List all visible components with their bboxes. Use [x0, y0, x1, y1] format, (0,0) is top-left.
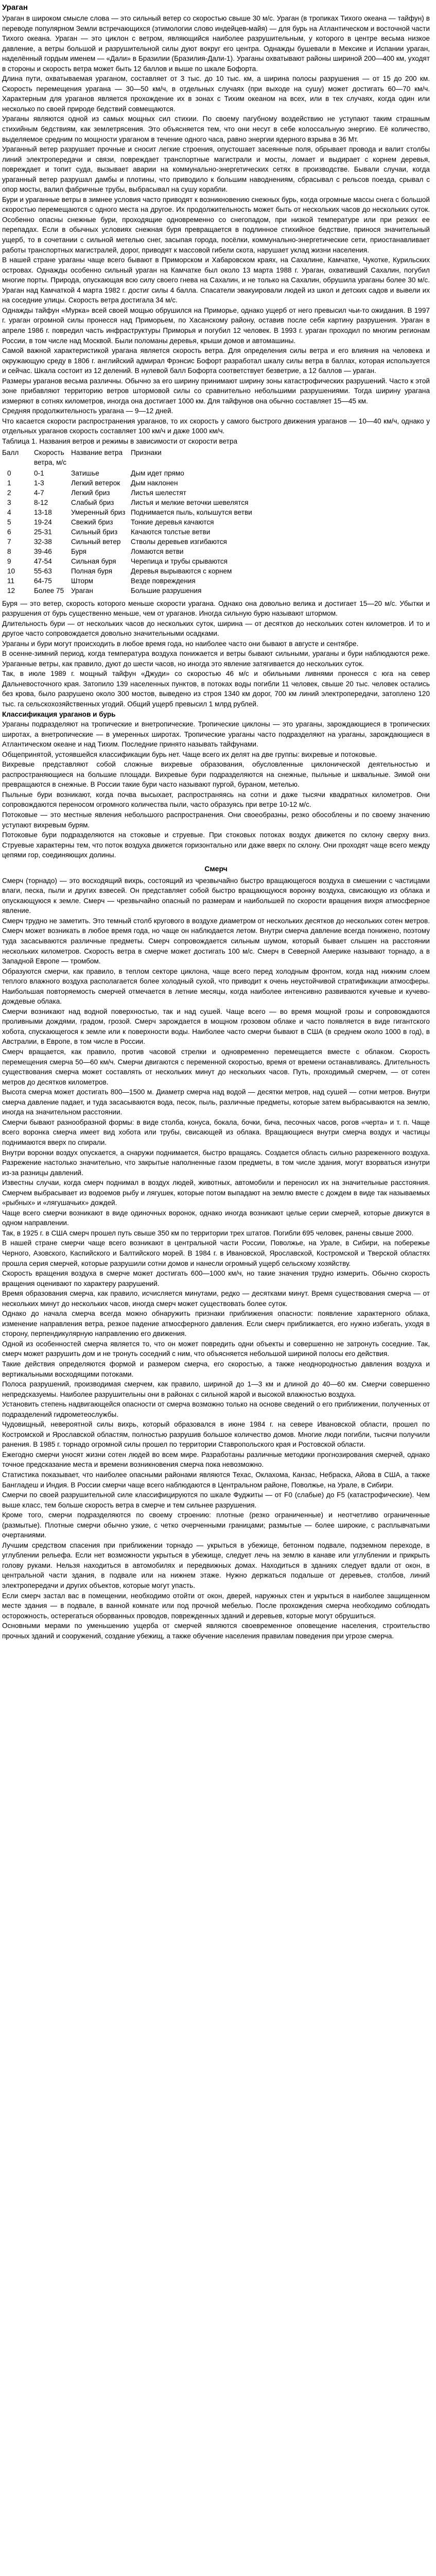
table-body	[2, 468, 304, 596]
column-header: Балл	[2, 448, 19, 456]
table-cell: 7	[7, 537, 11, 546]
paragraph: Известны случаи, когда смерч поднимал в воздух людей, животных, автомобили и переносил их на значительные расстояния. Смерчем выбрасывает из водоемов рыбу и лягушек, которые потом выпадают на землю вместе с дождем в виде так называемых «рыбных» и «лягушачьих» дождей.	[2, 1179, 430, 1207]
paragraph: В нашей стране смерчи чаще всего возникают в центральной части России, Поволжье, на Урале, в Сибири, на побережье Черного, Азовского, Каспийского и Балтийского морей. В 1984 г. в Ивановской, Ярославской, Костромской и Тверской областях прошла серия смерчей, которые разрушили сотни домов и нанесли огромный ущерб сельскому хозяйству.	[2, 1239, 430, 1267]
table-cell: 4-7	[34, 488, 44, 497]
paragraph: Полоса разрушений, производимая смерчем, как правило, шириной до 1—3 км и длиной до 40—60 км. Смерчи совершенно непредсказуемы. Наиболее разрушительны они в районах с сильной жарой и высокой влажностью воздуха.	[2, 1380, 430, 1398]
table-cell: Везде повреждения	[131, 577, 196, 585]
paragraph: Так, в 1925 г. в США смерч прошел путь свыше 350 км по территории трех штатов. Погибли 695 человек, ранены свыше 2000.	[2, 1229, 414, 1237]
paragraph: Средняя продолжительность урагана — 9—12 дней.	[2, 407, 173, 415]
paragraph: Длина пути, охватываемая ураганом, составляет от 3 тыс. до 10 тыс. км, а ширина полосы разрушения — от 15 до 200 км. Скорость перемещения урагана — 30—50 км/ч, в отдельных случаях (при выходе на сушу) может достигать 60—70 км/ч. Характерным для ураганов является прохождение их в зонах с Тихим океаном на всех, или в тех случаях, когда один или несколько по своей природе бедствий совмещаются.	[2, 75, 430, 113]
column-header: Название ветра	[71, 448, 123, 456]
table-row	[2, 566, 304, 576]
table-row	[2, 576, 304, 586]
table-cell: Ломаются ветви	[131, 547, 184, 555]
paragraph: Внутри воронки воздух опускается, а снаружи поднимается, быстро вращаясь. Создается область сильно разреженного воздуха. Разрежение настолько значительно, что закрытые наполненные газом предметы, в том числе здания, могут взорваться изнутри из-за разницы давлений.	[2, 1148, 430, 1177]
table-cell: Листья шелестят	[131, 488, 186, 497]
paragraph: Ежегодно смерчи уносят жизни сотен людей во всем мире. Разработаны различные методики прогнозирования смерчей, однако точное предсказание места и времени возникновения смерча пока невозможно.	[2, 1450, 430, 1469]
section-hurricane-intro	[2, 13, 430, 416]
table-cell: Буря	[71, 547, 87, 555]
paragraph: Ураган в широком смысле слова — это сильный ветер со скоростью свыше 30 м/с. Ураган (в тропиках Тихого океана — тайфун) в переводе популярном Земли встречающихся (этимологии слово индейцев-майя) — для бурь на Атлантическом и восточной части Тихого океана. Ураган — это циклон с ветром, являющийся наиболее разрушительным, у которого в центре весьма низкое давление, а ветры большой и разрушительной силы дуют вокруг его центра. Однажды бушевали в Мексике и Испании ураган, наделённый гордым именем — «Дали» в Бразилии (Бразилия-Дали-1). Ураганы охватывают районы шириной 200—400 км, уходят в стороны и скорость ветра может быть 12 баллов и выше по шкале Бофорта.	[2, 14, 430, 73]
section-smerch	[2, 876, 430, 1420]
table-cell: 19-24	[34, 518, 52, 526]
paragraph: Смерч трудно не заметить. Это темный столб кругового в воздухе диаметром от нескольких десятков до нескольких сотен метров. Смерч может возникать в любое время года, но чаще он наблюдается летом. Внутри смерча давление всегда понижено, поэтому туда засасываются различные предметы. Смерч сопровождается сильным шумом, который бывает слышен на расстоянии нескольких километров. Скорость ветра в смерче может достигать 100 м/с. Смерч в Северной Америке называют торнадо, а в Западной Европе — тромбом.	[2, 917, 430, 965]
table-cell: 2	[7, 488, 11, 497]
paragraph: Однажды тайфун «Мурка» всей своей мощью обрушился на Приморье, однако ущерб от него превысил чьи-то ожидания. В 1997 г. ураган огромной силы пронесся над Приморьем, по Хасанскому району, оставив после себя картину разрушения. Ураган в апреле 1986 г. повредил часть инфраструктуры Приморья и погубил 12 человек. В 1993 г. ураган проходил по многим регионам России, в том числе над Москвой. Были поломаны деревья, крыши домов и автомашины.	[2, 306, 430, 345]
paragraph: Чудовищный, невероятной силы вихрь, который образовался в июне 1984 г. на севере Ивановской области, прошел по Костромской и Ярославской областям, полностью разрушив большое количество домов. Многие люди погибли, тысячи получили ранения. В 1985 г. торнадо огромной силы прошел по территории Ставропольского края и Ростовской области.	[2, 1420, 430, 1449]
paragraph: Установить степень надвигающейся опасности от смерча возможно только на основе сведений о его приближении, полученных от подразделений гидрометеослужбы.	[2, 1400, 430, 1418]
table-cell: 64-75	[34, 577, 52, 585]
table-cell: Затишье	[71, 469, 99, 477]
table-cell: Умеренный бриз	[71, 508, 126, 516]
paragraph: Смерч (торнадо) — это восходящий вихрь, состоящий из чрезвычайно быстро вращающегося воздуха в смешении с частицами влаги, песка, пыли и других взвесей. Он представляет собой быстро вращающуюся воронку воздуха, свисающую из облака и опускающуюся к земле. Смерч — чрезвычайно опасный по размерам и наибольшей по скорости вращения вихря атмосферное явление.	[2, 876, 430, 915]
document-title: Ураган	[2, 3, 28, 12]
table-cell: 47-54	[34, 557, 52, 565]
table-row	[2, 478, 304, 488]
table-cell: 25-31	[34, 528, 52, 536]
table-cell: 8	[7, 547, 11, 555]
table-cell: 0	[7, 469, 11, 477]
table-cell: Более 75	[34, 586, 64, 595]
table-cell: Качаются толстые ветви	[131, 528, 211, 536]
paragraph: Общепринятой, устоявшейся классификации бурь нет. Чаще всего их делят на две группы: вихревые и потоковые.	[2, 750, 377, 758]
paragraph: Так, в июле 1989 г. мощный тайфун «Джуди» со скоростью 46 м/с и обильными ливнями пронесся с юга на север Дальневосточного края. Затопило 139 населенных пунктов, в потоках воды погибли 11 человек, свыше 20 тыс. человек остались без крова, было разрушено около 300 мостов, выведено из строя 1340 км дорог, 700 км линий электропередачи, затоплено 120 тыс. га сельскохозяйственных угодий. Общий ущерб превысил 1 млрд рублей.	[2, 670, 430, 708]
subsection-heading: Классификация ураганов и бурь	[2, 710, 116, 718]
table-cell: Ураган	[71, 586, 93, 595]
table-cell: Стволы деревьев изгибаются	[131, 537, 227, 546]
paragraph: Буря — это ветер, скорость которого меньше скорости урагана. Однако она довольно велика и достигает 15—20 м/с. Убытки и разрушения от бурь существенно меньше, чем от ураганов. Иногда сильную бурю называют штормом.	[2, 599, 430, 618]
table-cell: 3	[7, 498, 11, 506]
table-row	[2, 547, 304, 556]
paragraph: Чаще всего смерчи возникают в виде одиночных воронок, однако иногда возникают целые серии смерчей, которые движутся в одном направлении.	[2, 1209, 430, 1227]
table-cell: 9	[7, 557, 11, 565]
paragraph: В осенне-зимний период, когда температура воздуха понижается и ветры бывают сильными, ураганы и бури наблюдаются реже. Ураганные ветры, как правило, дуют до шести часов, но иногда это явление затягивается до нескольких суток.	[2, 650, 430, 668]
table-cell: 6	[7, 528, 11, 536]
column-header: Признаки	[131, 448, 162, 456]
table-header-row	[2, 448, 304, 468]
paragraph: Высота смерча может достигать 800—1500 м. Диаметр смерча над водой — десятки метров, над сушей — сотни метров. Внутри смерча давление падает, и туда засасываются вода, песок, пыль, различные предметы, которые затем выбрасываются на землю, иногда на значительном расстоянии.	[2, 1088, 430, 1116]
paragraph: Если смерч застал вас в помещении, необходимо отойти от окон, дверей, наружных стен и укрыться в наиболее защищенном месте здания — в подвале, в ванной комнате или под прочной мебелью. После прохождения смерча необходимо соблюдать осторожность, остерегаться оборванных проводов, поврежденных зданий и деревьев, которые могут обрушиться.	[2, 1591, 430, 1620]
paragraph: Такие действия определяются формой и размером смерча, его скоростью, а также неоднородностью давления воздуха и вертикальными восходящими потоками.	[2, 1360, 430, 1378]
table-cell: Большие разрушения	[131, 586, 202, 595]
paragraph: Время образования смерча, как правило, исчисляется минутами, редко — десятками минут. Время существования смерча — от нескольких минут до нескольких часов, иногда смерч может существовать более суток.	[2, 1290, 430, 1308]
table-row	[2, 537, 304, 547]
paragraph: Смерчи возникают над водной поверхностью, так и над сушей. Чаще всего — во время мощной грозы и сопровождаются проливными дождями, градом, грозой. Смерч зарождается в мощном грозовом облаке и часто появляется в виде гигантского хобота, спускающегося к земле или к поверхности воды. Наиболее часто смерчи бывают в США (в среднем около 1000 в год), в Австралии, в Европе, в том числе в России.	[2, 1007, 430, 1046]
table-row	[2, 468, 304, 478]
table-cell: Черепица и трубы срываются	[131, 557, 228, 565]
table-row	[2, 586, 304, 596]
table-cell: Дым наклонен	[131, 479, 178, 487]
paragraph: Одной из особенностей смерча является то, что он может повредить одни объекты и совершенно не затронуть соседние. Так, смерч может разрушить дом и не тронуть соседний с ним, что объясняется небольшой шириной полосы его действия.	[2, 1340, 430, 1358]
table-cell: 32-38	[34, 537, 52, 546]
paragraph: Ураганный ветер разрушает прочные и сносит легкие строения, опустошает засеянные поля, обрывает провода и валит столбы линий электропередачи и связи, повреждает транспортные магистрали и мосты, ломает и выдирает с корнем деревья, повреждает и топит суда, вызывает аварии на коммунально-энергетических сетях в производстве. Бывали случаи, когда ураганный ветер разрушал дамбы и плотины, что приводило к большим наводнениям, сбрасывал с рельсов поезда, срывал с опор мосты, валил фабричные трубы, выбрасывал на сушу корабли.	[2, 145, 430, 194]
table-row	[2, 556, 304, 566]
paragraph: Размеры ураганов весьма различны. Обычно за его ширину принимают ширину зоны катастрофических разрушений. Часто к этой зоне прибавляют территорию ветров штормовой силы со сравнительно небольшими разрушениями. Тогда ширину урагана измеряют в сотнях километров, иногда она достигает 1000 км. Для тайфунов она обычно составляет 15—45 км.	[2, 377, 430, 405]
paragraph: Ураганы подразделяют на тропические и внетропические. Тропические циклоны — это ураганы, зарождающиеся в тропических широтах, а внетропические — в умеренных широтах. Тропические ураганы часто подразделяют на ураганы, зарождающиеся в Атлантическом океане и над Тихим. Последние принято называть тайфунами.	[2, 720, 430, 749]
paragraph: Смерч вращается, как правило, против часовой стрелки и одновременно перемещается вместе с облаком. Скорость перемещения смерча 50—60 км/ч. Смерчи двигаются с переменной скоростью, время от времени останавливаясь. Длительность существования смерча может составлять от нескольких минут до нескольких часов. Путь, проходимый смерчем, — от сотен метров до десятков километров.	[2, 1048, 430, 1086]
paragraph: Лучшим средством спасения при приближении торнадо — укрыться в убежище, бетонном подвале, подземном переходе, в углублении рельефа. Если нет возможности укрыться в убежище, следует лечь на землю в канаве или углублении и прикрыть голову руками. Нельзя находиться в автомобилях и передвижных домах. Находиться в зданиях следует вдали от окон, в центральной части здания, в подвале или на нижнем этаже. Нужно держаться подальше от деревьев, столбов, линий электропередачи и других объектов, которые могут упасть.	[2, 1541, 430, 1590]
paragraph: Основными мерами по уменьшению ущерба от смерчей являются своевременное оповещение населения, строительство прочных зданий и сооружений, создание убежищ, а также обучение населения правилам поведения при угрозе смерча.	[2, 1622, 430, 1640]
table-cell: 0-1	[34, 469, 44, 477]
table-cell: 5	[7, 518, 11, 526]
table-cell: Полная буря	[71, 567, 113, 575]
table-row	[2, 498, 304, 507]
paragraph: Что касается скорости распространения ураганов, то их скорость у самого быстрого движения ураганов — 10—40 км/ч, однако у отдельных ураганов скорость составляет 100 км/ч и даже 1000 км/ч.	[2, 417, 430, 435]
table-cell: 4	[7, 508, 11, 516]
table-cell: Дым идет прямо	[131, 469, 184, 477]
table-cell: 1-3	[34, 479, 44, 487]
paragraph: Смерчи бывают разнообразной формы: в виде столба, конуса, бокала, бочки, бича, песочных часов, рогов «черта» и т. п. Чаще всего воронка смерча имеет вид хобота или трубы, свисающей из облака. Вращающиеся внутри смерча воздух и частицы поднимаются вверх по спирали.	[2, 1118, 430, 1146]
table-cell: 13-18	[34, 508, 52, 516]
paragraph: Ураганы и бури могут происходить в любое время года, но наиболее часто они бывают в августе и сентябре.	[2, 639, 359, 648]
section-storm	[2, 599, 430, 709]
paragraph: Скорость вращения воздуха в смерче может достигать 600—1000 км/ч, но такие значения трудно измерить. Обычно скорость вращения оценивают по характеру разрушений.	[2, 1269, 430, 1287]
table-caption: Таблица 1. Названия ветров и режимы в зависимости от скорости ветра	[2, 437, 238, 445]
paragraph: Потоковые бури подразделяются на стоковые и струевые. При стоковых потоках воздух движется по склону сверху вниз. Струевые характерны тем, что поток воздуха движется горизонтально или даже вверх по склону. Они проходят чаще всего между цепями гор, соединяющих долины.	[2, 831, 430, 859]
table-cell: Тонкие деревья качаются	[131, 518, 214, 526]
beaufort-table	[2, 448, 304, 596]
paragraph: Пыльные бури возникают, когда почва высыхает, распространяясь на сотни и даже тысячи квадратных километров. Они сопровождаются переносом огромного количества пыли, часто образуясь при ветре 10-12 м/с.	[2, 790, 430, 809]
paragraph: Образуются смерчи, как правило, в теплом секторе циклона, чаще всего перед холодным фронтом, когда над нижним слоем теплого влажного воздуха располагается более холодный сухой, что приводит к очень неустойчивой стратификации атмосферы. Наибольшая повторяемость смерчей отмечается в летние месяцы, когда наиболее интенсивно развиваются кучевые и кучево-дождевые облака.	[2, 967, 430, 1006]
section-beaufort	[2, 416, 430, 596]
paragraph: В нашей стране ураганы чаще всего бывают в Приморском и Хабаровском краях, на Сахалине, Камчатке, Чукотке, Курильских островах. Однажды особенно сильный ураган на Камчатке был около 13 марта 1988 г. Ураган, охвативший Сахалин, погубил многие порты. Природа, опускающая всю силу своего гнева на Сахалин, и не только на Сахалин, обрушила ураганы более 30 м/с. Ураган над Камчаткой 4 марта 1982 г. достиг силы 4 балла. Спасатели эвакуировали людей из школ и детских садов и вывели их на соседние улицы. Скорость ветра достигала 34 м/с.	[2, 256, 430, 304]
paragraph: Статистика показывает, что наиболее опасными районами являются Техас, Оклахома, Канзас, Небраска, Айова в США, а также Бангладеш и Индия. В России смерчи чаще всего наблюдаются в Центральном районе, Поволжье, на Урале, в Сибири.	[2, 1471, 430, 1489]
paragraph: Потоковые — это местные явления небольшого распространения. Они своеобразны, резко обособлены и по своему значению уступают вихревым бурям.	[2, 811, 430, 829]
table-cell: 55-63	[34, 567, 52, 575]
paragraph: Длительность бури — от нескольких часов до нескольких суток, ширина — от десятков до нескольких сотен километров. И то и другое часто сопровождается довольно значительными осадками.	[2, 619, 430, 638]
table-cell: Поднимается пыль, колышутся ветви	[131, 508, 252, 516]
paragraph: Самой важной характеристикой урагана является скорость ветра. Для определения силы ветра и его влияния на человека и окружающую среду в 1806 г. английский адмирал Фрэнсис Бофорт разработал шкалу силы ветра в баллах, которая используется и сейчас. Шкала состоит из 12 делений. В нулевой балл Бофорта соответствует безветрие, а 12 баллов — ураган.	[2, 347, 430, 375]
table-cell: Сильная буря	[71, 557, 116, 565]
table-cell: Легкий бриз	[71, 488, 110, 497]
table-row	[2, 527, 304, 537]
table-cell: 11	[7, 577, 15, 585]
table-cell: Слабый бриз	[71, 498, 114, 506]
table-cell: Деревья вырываются с корнем	[131, 567, 232, 575]
section-classification	[2, 709, 430, 860]
paragraph: Бури и ураганные ветры в зимнее условия часто приводят к возникновению снежных бурь, когда огромные массы снега с большой скоростью перемещаются с одного места на другое. Их продолжительность может быть от нескольких часов до нескольких суток. Особенно опасны снежные бури, проходящие одновременно со снегопадом, при низкой температуре или при резких ее перепадах. Если в обычных условиях снежная буря превращается в подлинное стихийное бедствие, принося значительный ущерб, то в сочетании с сильной метелью снег, засыпая города, посёлки, коммунально-энергетические сети, приостанавливает работы транспортных магистралей, дорог, приводят к массовой гибели скота, нарушает уклад жизни населения.	[2, 195, 430, 254]
table-row	[2, 517, 304, 527]
table-cell: Свежий бриз	[71, 518, 113, 526]
column-header: Скорость ветра, м/с	[34, 448, 66, 466]
paragraph: Кроме того, смерчи подразделяются по своему строению: плотные (резко ограниченные) и неотчетливо ограниченные (размытые). Плотные смерчи обычно узкие, с четко очерченными границами; размытые — более широкие, с расплывчатыми очертаниями.	[2, 1511, 430, 1539]
table-cell: Легкий ветерок	[71, 479, 120, 487]
table-cell: Листья и мелкие веточки шевелятся	[131, 498, 249, 506]
table-cell: Сильный бриз	[71, 528, 118, 536]
section-measures	[2, 1419, 430, 1641]
paragraph: Смерчи по своей разрушительной силе классифицируются по шкале Фуджиты — от F0 (слабые) до F5 (катастрофические). Чем выше класс, тем больше скорость ветра в смерче и тем сильнее разрушения.	[2, 1491, 430, 1509]
table-cell: 8-12	[34, 498, 48, 506]
table-cell: 1	[7, 479, 11, 487]
table-cell: Шторм	[71, 577, 93, 585]
paragraph: Однако до начала смерча всегда можно обнаружить признаки приближения опасности: появление характерного облака, изменение направления ветра, резкое падение атмосферного давления. Если смерч приближается, его нужно избегать, уходя в сторону, перпендикулярную направлению его движения.	[2, 1310, 430, 1338]
table-cell: 12	[7, 586, 15, 595]
table-cell: 39-46	[34, 547, 52, 555]
table-cell: 10	[7, 567, 15, 575]
table-row	[2, 488, 304, 498]
paragraph: Ураганы являются одной из самых мощных сил стихии. По своему пагубному воздействию не уступают таким страшным стихийным бедствиям, как землетрясения. Это объясняется тем, что они несут в себе колоссальную энергию. Её количество, выделяемое средним по мощности ураганом в течение одного часа, равно энергии ядерного взрыва в 36 Мт.	[2, 115, 430, 143]
section-heading-smerch: Смерч	[204, 864, 228, 873]
paragraph: Вихревые представляют собой сложные вихревые образования, обусловленные циклонической деятельностью и распространяющиеся на большие площади. Вихревые бури подразделяются на снежные, пыльные и шквальные. Зимой они превращаются в снежные. В России такие бури часто называют пургой, бураном, метелью.	[2, 760, 430, 789]
table-cell: Сильный ветер	[71, 537, 121, 546]
table-row	[2, 507, 304, 517]
